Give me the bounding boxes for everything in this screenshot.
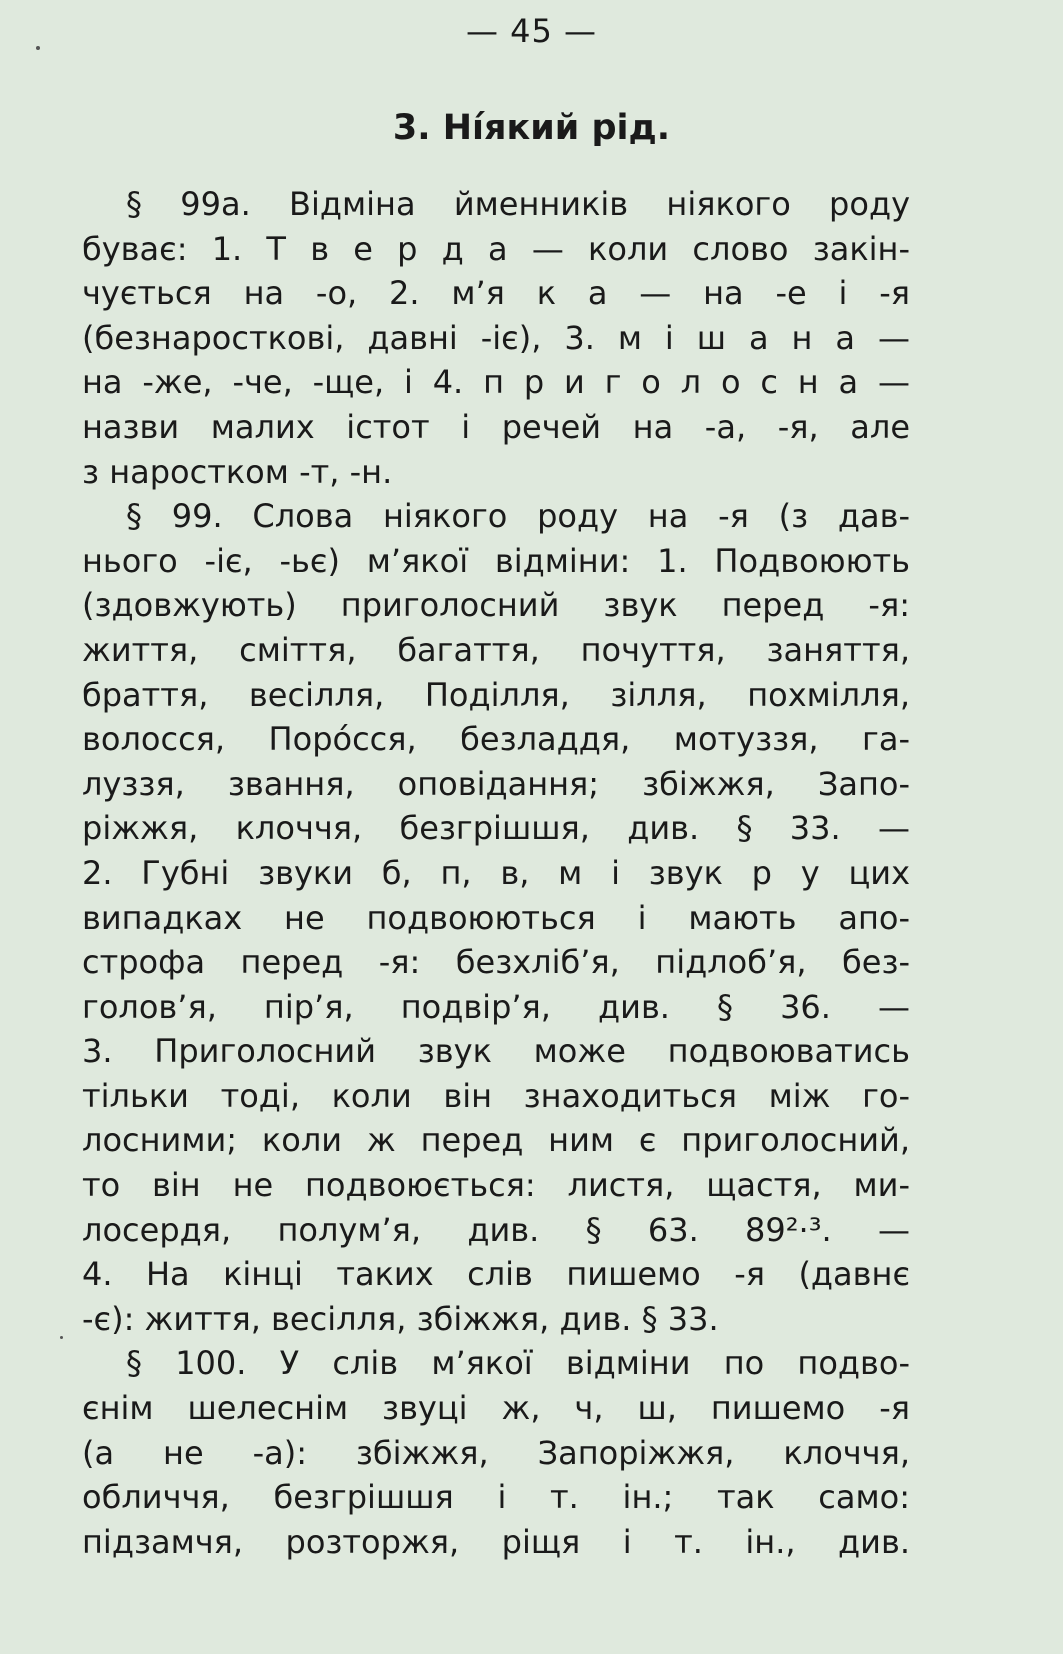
text-line-content: на -же, -че, -ще, і 4. п р и г о л о с н а —: [82, 363, 910, 402]
text-line-content: випадках не подвоюються і мають апо-: [82, 898, 910, 937]
paper-speck: [60, 1336, 63, 1339]
text-line-content: чується на -о, 2. м’я к а — на -е і -я: [82, 274, 910, 313]
text-line: [82, 1520, 910, 1565]
text-line-content: то він не подвоюється: листя, щастя, ми-: [82, 1166, 910, 1205]
text-line-content: єнім шелеснім звуці ж, ч, ш, пишемо -я: [82, 1389, 910, 1428]
text-line: [82, 271, 910, 316]
text-line-content: лосердя, полум’я, див. § 63. 89²·³. —: [82, 1210, 910, 1249]
text-line-content: 4. На кінці таких слів пишемо -я (давнє: [82, 1255, 910, 1294]
text-line-content: § 99. Слова ніякого роду на -я (з дав-: [126, 497, 910, 536]
text-line: [82, 1208, 910, 1253]
text-line: [82, 940, 910, 985]
text-line: [82, 1341, 910, 1386]
text-line-content: строфа перед -я: безхліб’я, підлоб’я, без-: [82, 943, 910, 982]
text-line-content: -є): життя, весілля, збіжжя, див. § 33.: [82, 1299, 719, 1338]
text-line: [82, 1074, 910, 1119]
text-line: [82, 851, 910, 896]
text-line-content: обличчя, безгрішшя і т. ін.; так само:: [82, 1478, 910, 1517]
text-line: [82, 896, 910, 941]
text-line-content: (а не -а): збіжжя, Запоріжжя, клоччя,: [82, 1433, 910, 1472]
text-line: [82, 539, 910, 584]
text-line: [82, 1431, 910, 1476]
text-line-content: § 100. У слів м’якої відміни по подво-: [126, 1344, 910, 1383]
text-line-content: голов’я, пір’я, подвір’я, див. § 36. —: [82, 987, 910, 1026]
text-line: [82, 360, 910, 405]
text-line-content: § 99а. Відміна йменників ніякого роду: [126, 185, 910, 223]
text-line-content: (безнаросткові, давні -іє), 3. м і ш а н а —: [82, 318, 910, 357]
text-line: [82, 1029, 910, 1074]
text-line-content: 2. Губні звуки б, п, в, м і звук р у цих: [82, 853, 910, 892]
text-line: [82, 762, 910, 807]
text-line: [82, 182, 910, 227]
text-line-content: з наростком -т, -н.: [82, 452, 393, 491]
text-line-content: життя, сміття, багаття, почуття, заняття,: [82, 630, 910, 669]
text-line: [82, 1252, 910, 1297]
text-line: [82, 450, 910, 495]
text-line-content: назви малих істот і речей на -а, -я, але: [82, 407, 910, 446]
text-line: [82, 806, 910, 851]
text-line-content: буває: 1. Т в е р д а — коли слово закін-: [82, 229, 910, 268]
text-line-content: луззя, звання, оповідання; збіжжя, Запо-: [82, 764, 910, 803]
text-line-content: ріжжя, клоччя, безгрішшя, див. § 33. —: [82, 809, 910, 848]
text-line: [82, 985, 910, 1030]
text-line: [82, 1386, 910, 1431]
text-line: [82, 628, 910, 673]
text-line-content: волосся, Поро́сся, безладдя, мотуззя, га-: [82, 720, 910, 759]
text-line-content: браття, весілля, Поділля, зілля, похмілля,: [82, 675, 910, 714]
text-line: [82, 717, 910, 762]
text-line: [82, 405, 910, 450]
text-line: [82, 583, 910, 628]
text-line: [82, 1118, 910, 1163]
text-line-content: (здовжують) приголосний звук перед -я:: [82, 586, 910, 625]
text-line: [82, 1297, 910, 1342]
text-line-content: тільки тоді, коли він знаходиться між го-: [82, 1076, 910, 1115]
section-heading: 3. Ні́який рід.: [392, 108, 671, 148]
text-line-content: підзамчя, розторжя, ріщя і т. ін., див.: [82, 1522, 910, 1561]
text-line: [82, 494, 910, 539]
text-line: [82, 227, 910, 272]
page-number: — 45 —: [465, 12, 598, 50]
text-line: [82, 1475, 910, 1520]
paper-speck: [36, 46, 40, 50]
text-line: [82, 1163, 910, 1208]
text-line: [82, 316, 910, 361]
text-line-content: лосними; коли ж перед ним є приголосний,: [82, 1121, 910, 1160]
text-line-content: нього -іє, -ьє) м’якої відміни: 1. Подвоюють: [82, 541, 910, 580]
text-line: [82, 673, 910, 718]
body-text: [82, 182, 910, 1564]
text-line-content: 3. Приголосний звук може подвоюватись: [82, 1032, 910, 1071]
